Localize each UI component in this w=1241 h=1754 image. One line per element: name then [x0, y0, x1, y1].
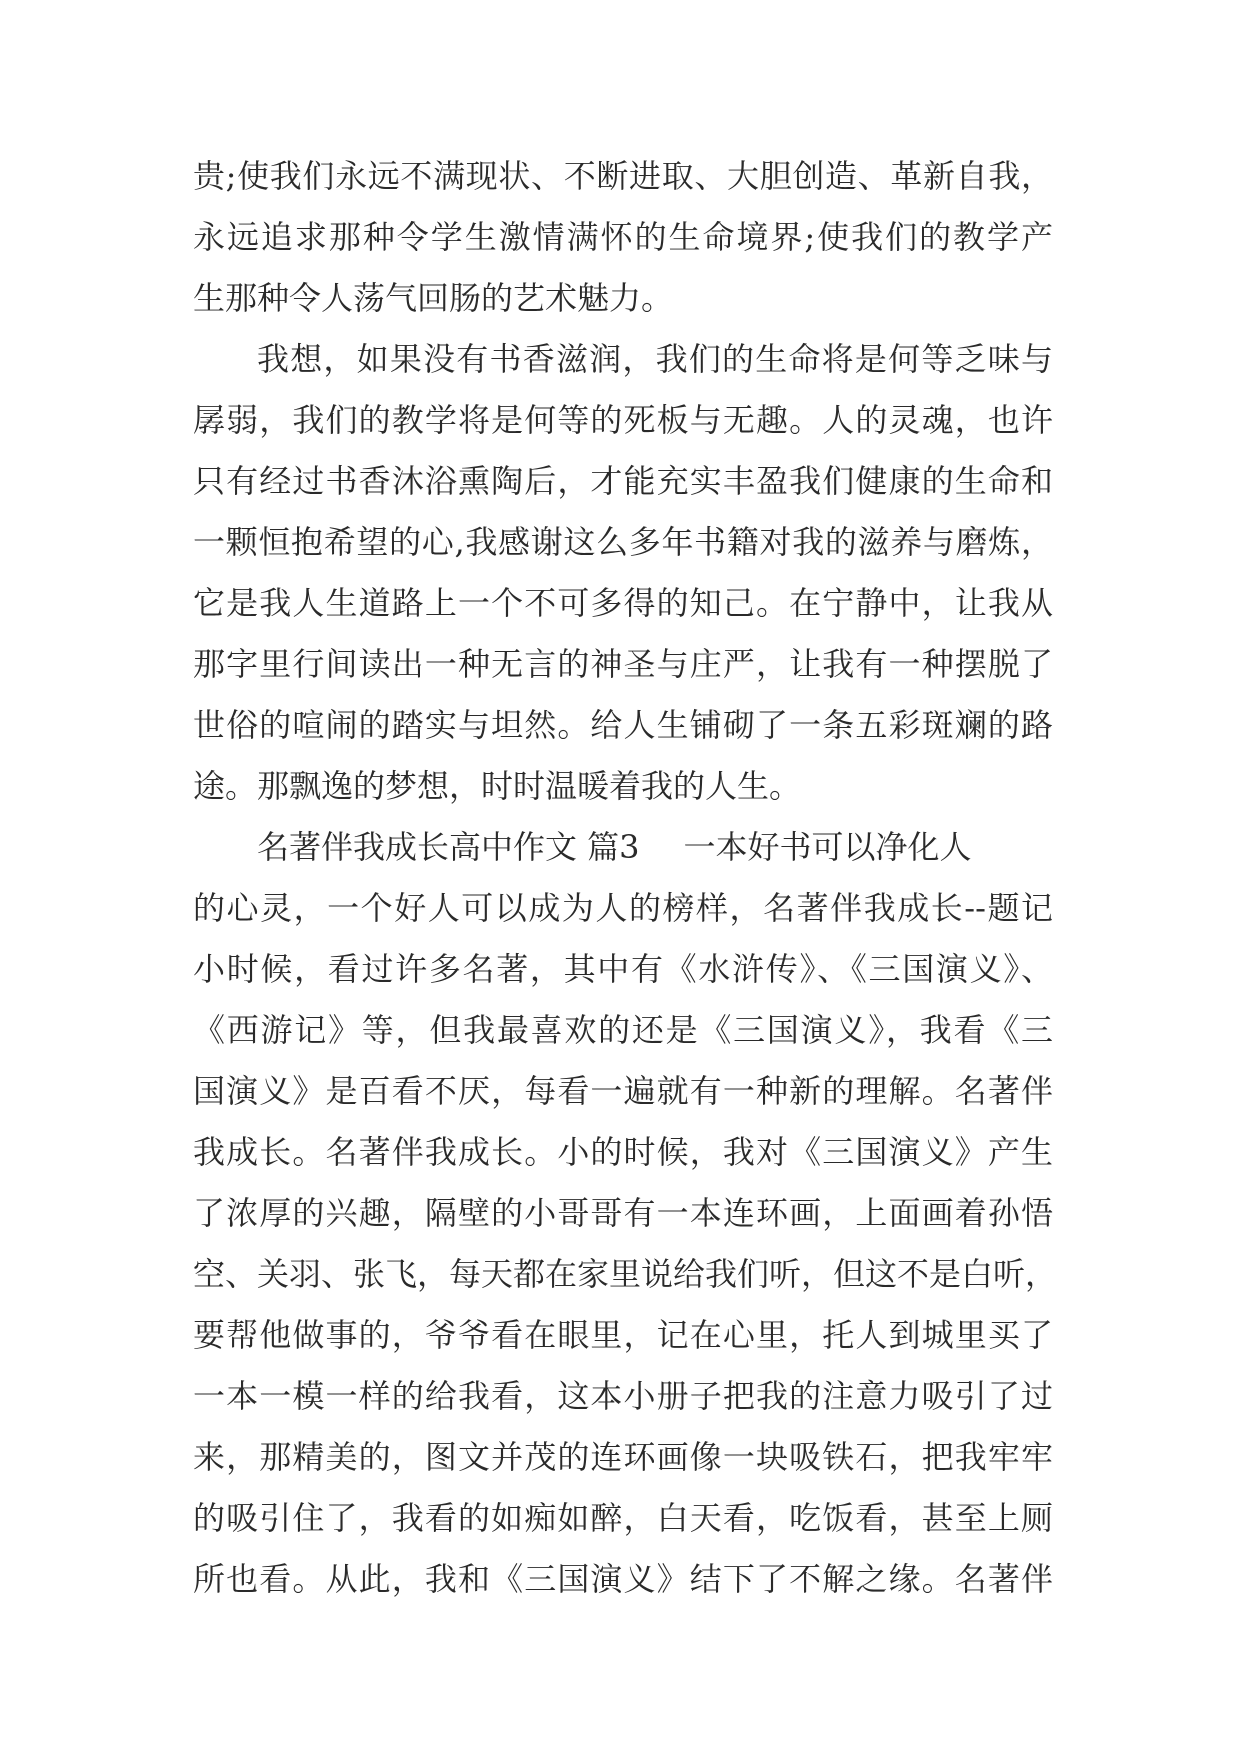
text-line: 的吸引住了，我看的如痴如醉，白天看，吃饭看，甚至上厕	[193, 1499, 1053, 1537]
text-line: 永远追求那种令学生激情满怀的生命境界;使我们的教学产	[193, 218, 1053, 256]
text-line: 小时候，看过许多名著，其中有《水浒传》、《三国演义》、	[193, 950, 1053, 988]
text-line: 国演义》是百看不厌，每看一遍就有一种新的理解。名著伴	[193, 1072, 1053, 1110]
text-line: 空、关羽、张飞，每天都在家里说给我们听，但这不是白听，	[193, 1255, 1058, 1293]
section-heading-line	[257, 821, 1053, 873]
text-line: 只有经过书香沐浴熏陶后，才能充实丰盈我们健康的生命和	[193, 462, 1053, 500]
text-line: 我成长。名著伴我成长。小的时候，我对《三国演义》产生	[193, 1133, 1053, 1171]
text-line: 生那种令人荡气回肠的艺术魅力。	[193, 279, 674, 317]
text-line: 来，那精美的，图文并茂的连环画像一块吸铁石，把我牢牢	[193, 1438, 1053, 1476]
text-line: 它是我人生道路上一个不可多得的知己。在宁静中，让我从	[193, 584, 1053, 622]
text-line: 世俗的喧闹的踏实与坦然。给人生铺砌了一条五彩斑斓的路	[193, 706, 1053, 744]
text-line: 途。那飘逸的梦想，时时温暖着我的人生。	[193, 767, 802, 805]
text-line: 一本一模一样的给我看，这本小册子把我的注意力吸引了过	[193, 1377, 1053, 1415]
text-line: 贵;使我们永远不满现状、不断进取、大胆创造、革新自我，	[193, 157, 1053, 195]
text-line: 那字里行间读出一种无言的神圣与庄严，让我有一种摆脱了	[193, 645, 1053, 683]
text-line: 的心灵，一个好人可以成为人的榜样，名著伴我成长--题记	[193, 889, 1053, 927]
text-fragment: 一本好书可以净化人	[683, 828, 972, 866]
text-line: 一颗恒抱希望的心,我感谢这么多年书籍对我的滋养与磨炼，	[193, 523, 1053, 561]
text-line: 孱弱，我们的教学将是何等的死板与无趣。人的灵魂，也许	[193, 401, 1053, 439]
paragraph-first-line: 我想，如果没有书香滋润，我们的生命将是何等乏味与	[257, 340, 1053, 378]
text-line: 《西游记》等，但我最喜欢的还是《三国演义》，我看《三	[193, 1011, 1053, 1049]
text-line: 要帮他做事的，爷爷看在眼里，记在心里，托人到城里买了	[193, 1316, 1053, 1354]
text-line: 了浓厚的兴趣，隔壁的小哥哥有一本连环画，上面画着孙悟	[193, 1194, 1053, 1232]
text-line: 所也看。从此，我和《三国演义》结下了不解之缘。名著伴	[193, 1560, 1053, 1598]
section-heading: 名著伴我成长高中作文 篇3	[257, 828, 640, 866]
